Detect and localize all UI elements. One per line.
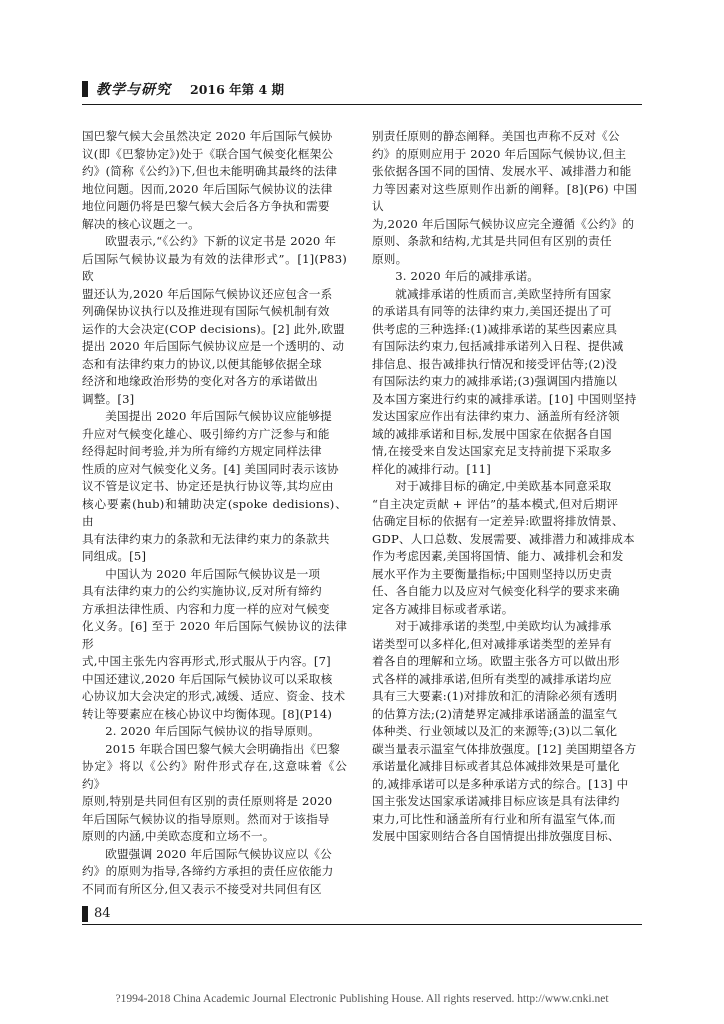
paragraph: 对于减排目标的确定,中美欧基本同意采取 “自主决定贡献 + 评估”的基本模式,但对后期评 估确定目标的依据有一定差异:欧盟将排放情景、 GDP、人口总数、发展需要、减排潜力和减排成本 作为考虑因素,美国将国情、能力、减排机会和发 展水平作为主要衡量指标;中国则坚持以历史责 任、各自能力以及应对气候变化科学的要求来确 定各方减排目标或者承诺。: [372, 479, 635, 616]
issue-label: 2016 年第 4 期: [190, 82, 285, 97]
header-rule: [82, 104, 642, 105]
section-heading: 3. 2020 年后的减排承诺。: [395, 269, 540, 283]
paragraph: 就减排承诺的性质而言,美欧坚持所有国家 的承诺具有同等的法律约束力,美国还提出了可 供考虑的三种选择:(1)减排承诺的某些因素应具 有国际法约束力,包括减排承诺列入日程、提供减 排信息、报告减排执行情况和接受评估等;(2)没 有国际法约束力的减排承诺;(3)强调国内措施以 及本国方案进行约束的减排承诺。[10] 中国则坚持 发达国家应作出有法律约束力、涵盖所有经济领 域的减排承诺和目标,发展中国家在依据各自国 情,在接受来自发达国家充足支持前提下采取多 样化的减排行动。[11]: [372, 286, 637, 476]
header-bar: [82, 81, 88, 97]
paragraph: 欧盟强调 2020 年后国际气候协议应以《公 约》的原则为指导,各缔约方承担的责任应依能力 不同而有所区分,但又表示不接受对共同但有区: [82, 846, 334, 896]
paragraph: 别责任原则的静态阐释。美国也声称不反对《公 约》的原则应用于 2020 年后国际气候协议,但主 张依据各国不同的国情、发展水平、减排潜力和能 力等因素对这些原则作出新的阐释。[8](P6) 中国认 为,2020 年后国际气候协议应完全遵循《公约》的 原则、条款和结构,尤其是共同但有区别的责任 原则。: [372, 129, 637, 266]
paragraph: 国巴黎气候大会虽然决定 2020 年后国际气候协 议(即《巴黎协定》)处于《联合国气候变化框架公 约》(简称《公约》)下,但也未能明确其最终的法律 地位问题。因而,2020 年后国际气候协议的法律 地位问题仍将是巴黎气候大会后各方争执和需要 解决的核心议题之一。: [82, 129, 338, 231]
journal-name: 教学与研究: [96, 82, 171, 98]
paragraph: 对于减排承诺的类型,中美欧均认为减排承 诺类型可以多样化,但对减排承诺类型的差异有 着各自的理解和立场。欧盟主张各方可以做出形 式各样的减排承诺,但所有类型的减排承诺均应 具有三大要素:(1)对排放和汇的清除必须有透明 的估算方法;(2)清楚界定减排承诺涵盖的温室气 体种类、行业领域以及汇的来源等;(3)以二氧化 碳当量表示温室气体排放强度。[12] 美国期望各方 承诺量化减排目标或者其总体减排效果是可量化 的,减排承诺可以是多种承诺方式的综合。[13] 中 国主张发达国家承诺减排目标应该是具有法律约 束力,可比性和涵盖所有行业和所有温室气体,而 发展中国家则结合各自国情提出排放强度目标、: [372, 619, 637, 843]
page-number: 84: [94, 906, 111, 921]
right-column: [372, 128, 637, 846]
running-header: [82, 79, 642, 101]
copyright-notice: ?1994-2018 China Academic Journal Electronic Publishing House. All rights reserved. http://www.cnki.net: [115, 993, 609, 1005]
paragraph: 美国提出 2020 年后国际气候协议应能够提 升应对气候变化雄心、吸引缔约方广泛参与和能 经得起时间考验,并为所有缔约方规定同样法律 性质的应对气候变化义务。[4] 美国同时表示该协 议不管是议定书、协定还是执行协议等,其均应由 核心要素(hub)和辅助决定(spoke dedisions)、由 具有法律约束力的条款和无法律约束力的条款共 同组成。[5]: [82, 409, 347, 563]
paragraph: 2015 年联合国巴黎气候大会明确指出《巴黎 协定》将以《公约》附件形式存在,这意味着《公约》 原则,特别是共同但有区别的责任原则将是 2020 年后国际气候协议的指导原则。然而对于该指导 原则的内涵,中美欧态度和立场不一。: [82, 741, 347, 843]
paragraph: 欧盟表示,“《公约》下新的议定书是 2020 年 后国际气候协议最为有效的法律形式”。[1](P83) 欧 盟还认为,2020 年后国际气候协议还应包含一系 列确保协议执行以及推进现有国际气候机制有效 运作的大会决定(COP decisions)。[2] 此外,欧盟 提出 2020 年后国际气候协议应是一个透明的、动 态和有法律约束力的协议,以便其能够依据全球 经济和地缘政治形势的变化对各方的承诺做出 调整。[3]: [82, 234, 347, 406]
section-heading: 2. 2020 年后国际气候协议的指导原则。: [105, 724, 320, 738]
footer-bar: [82, 906, 88, 922]
footer-rule: [82, 924, 642, 925]
left-column: [82, 128, 347, 898]
paragraph: 中国认为 2020 年后国际气候协议是一项 具有法律约束力的公约实施协议,反对所有缔约 方承担法律性质、内容和力度一样的应对气候变 化义务。[6] 至于 2020 年后国际气候协议的法律形 式,中国主张先内容再形式,形式服从于内容。[7] 中国还建议,2020 年后国际气候协议可以采取核 心协议加大会决定的形式,减缓、适应、资金、技术 转让等要素应在核心协议中均衡体现。[8](P14): [82, 566, 347, 721]
